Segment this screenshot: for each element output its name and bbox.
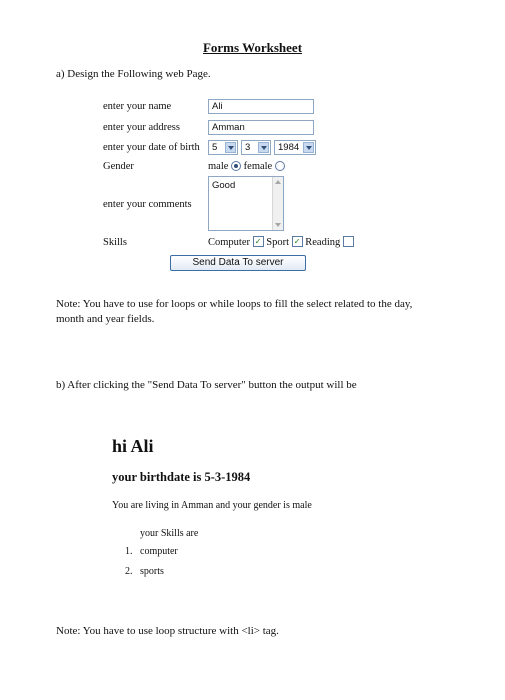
comments-label: enter your comments — [103, 199, 192, 210]
dob-day-value: 5 — [212, 142, 218, 153]
skill-reading-label: Reading — [305, 237, 341, 248]
scroll-down-icon[interactable] — [275, 223, 281, 227]
list-item-text: sports — [140, 566, 164, 577]
list-item-text: computer — [140, 546, 178, 557]
output-greeting: hi Ali — [112, 436, 154, 456]
part-b-heading: b) After clicking the "Send Data To server" button the output will be — [56, 379, 357, 391]
comments-value: Good — [212, 180, 236, 191]
send-data-button[interactable]: Send Data To server — [170, 255, 306, 271]
scroll-up-icon[interactable] — [275, 180, 281, 184]
address-label: enter your address — [103, 122, 180, 133]
gender-male-label: male — [208, 161, 229, 172]
note-loops-line2: month and year fields. — [56, 313, 155, 325]
skill-computer-checkbox[interactable]: ✓ — [253, 236, 264, 247]
list-item — [125, 566, 164, 577]
skills-label: Skills — [103, 237, 127, 248]
chevron-down-icon — [303, 142, 314, 153]
dob-year-value: 1984 — [278, 142, 300, 153]
dob-label: enter your date of birth — [103, 142, 200, 153]
comments-textarea[interactable] — [208, 176, 284, 231]
note-loops-line1: Note: You have to use for loops or while loops to fill the select related to the day, — [56, 298, 413, 310]
output-birthdate: your birthdate is 5-3-1984 — [112, 470, 251, 484]
name-input[interactable]: Ali — [208, 99, 314, 114]
gender-female-label: female — [243, 161, 273, 172]
dob-month-select[interactable] — [241, 140, 271, 155]
output-skills-heading: your Skills are — [140, 528, 199, 539]
gender-male-radio[interactable] — [231, 161, 241, 171]
part-a-heading: a) Design the Following web Page. — [56, 68, 211, 80]
skill-reading-checkbox[interactable] — [343, 236, 354, 247]
skills-group — [208, 237, 354, 248]
skill-sport-label: Sport — [266, 237, 290, 248]
gender-label: Gender — [103, 161, 134, 172]
gender-female-radio[interactable] — [275, 161, 285, 171]
worksheet-title: Forms Worksheet — [202, 40, 303, 55]
list-item — [125, 546, 178, 557]
chevron-down-icon — [225, 142, 236, 153]
gender-group — [208, 161, 285, 172]
output-living: You are living in Amman and your gender is male — [112, 500, 312, 511]
comments-scrollbar[interactable] — [272, 177, 283, 230]
dob-year-select[interactable] — [274, 140, 316, 155]
skill-computer-label: Computer — [208, 237, 250, 248]
list-item-number: 2. — [125, 566, 133, 577]
dob-day-select[interactable] — [208, 140, 238, 155]
note-li: Note: You have to use loop structure with <li> tag. — [56, 625, 279, 637]
note-loops — [56, 297, 456, 327]
name-label: enter your name — [103, 101, 172, 112]
dob-month-value: 3 — [245, 142, 251, 153]
list-item-number: 1. — [125, 546, 133, 557]
chevron-down-icon — [258, 142, 269, 153]
address-input[interactable]: Amman — [208, 120, 314, 135]
skill-sport-checkbox[interactable]: ✓ — [292, 236, 303, 247]
